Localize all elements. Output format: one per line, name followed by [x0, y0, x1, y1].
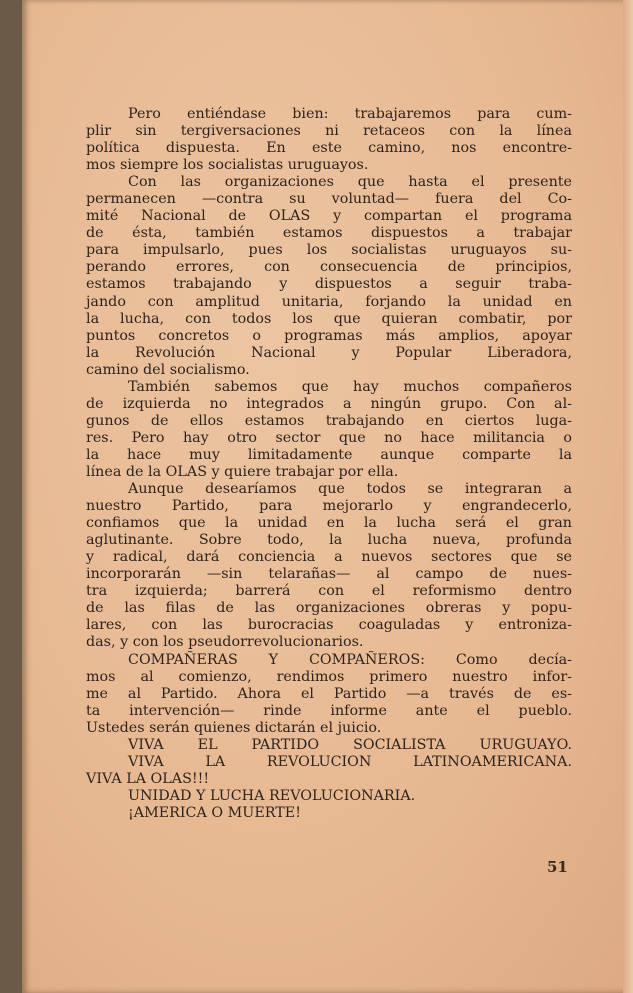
text-line: la Revolución Nacional y Popular Liberadora, [86, 344, 572, 361]
text-line: ¡AMERICA O MUERTE! [128, 804, 301, 821]
text-line: Pero entiéndase bien: trabajaremos para cum- [128, 106, 572, 122]
text-line: mos al comienzo, rendimos primero nuestro infor- [86, 668, 572, 685]
text-line: incorporarán —sin telarañas— al campo de nues- [86, 566, 572, 583]
text-line: línea de la OLAS y quiere trabajar por ella. [86, 463, 399, 480]
text-line: VIVA LA REVOLUCION LATINOAMERICANA. [128, 753, 572, 770]
text-line: aglutinante. Sobre todo, la lucha nueva, profunda [86, 532, 572, 549]
text-line: COMPAÑERAS Y COMPAÑEROS: Como decía- [128, 651, 572, 668]
text-line: de ésta, también estamos dispuestos a trabajar [86, 225, 572, 242]
text-line: la lucha, con todos los que quieran combatir, por [86, 310, 572, 327]
text-line: puntos concretos o programas más amplios, apoyar [86, 327, 572, 344]
text-line: camino del socialismo. [86, 361, 250, 378]
text-line: la hace muy limitadamente aunque comparte la [86, 446, 572, 463]
text-line: jando con amplitud unitaria, forjando la unidad en [86, 293, 572, 310]
text-line: lares, con las burocracias coaguladas y entroniza- [86, 617, 572, 634]
text-line: estamos trabajando y dispuestos a seguir traba- [86, 276, 572, 293]
text-line: mité Nacional de OLAS y compartan el programa [86, 208, 572, 225]
text-line: También sabemos que hay muchos compañeros [128, 378, 572, 395]
text-line: UNIDAD Y LUCHA REVOLUCIONARIA. [128, 787, 416, 804]
body-text [86, 106, 572, 822]
text-line: política dispuesta. En este camino, nos encontre- [86, 140, 572, 157]
book-page [22, 0, 633, 993]
text-line: nuestro Partido, para mejorarlo y engrandecerlo, [86, 498, 572, 515]
text-line: Aunque desearíamos que todos se integraran a [128, 481, 572, 498]
text-line: de izquierda no integrados a ningún grupo. Con al- [86, 395, 572, 412]
page-edge [623, 0, 633, 993]
text-line: mos siempre los socialistas uruguayos. [86, 157, 369, 174]
text-line: tra izquierda; barrerá con el reformismo dentro [86, 583, 572, 600]
text-line: VIVA LA OLAS!!! [86, 770, 210, 787]
text-line: de las filas de las organizaciones obreras y popu- [86, 600, 572, 617]
text-line: plir sin tergiversaciones ni retaceos con la línea [86, 123, 572, 140]
text-line: res. Pero hay otro sector que no hace militancia o [86, 429, 572, 446]
page-number: 51 [547, 858, 568, 876]
text-line: y radical, dará conciencia a nuevos sectores que se [86, 549, 572, 566]
text-line: permanecen —contra su voluntad— fuera del Co- [86, 191, 572, 208]
text-line: Con las organizaciones que hasta el presente [128, 174, 572, 191]
text-line: das, y con los pseudorrevolucionarios. [86, 634, 364, 651]
text-line: para impulsarlo, pues los socialistas uruguayos su- [86, 242, 572, 259]
text-line: gunos de ellos estamos trabajando en ciertos luga- [86, 412, 572, 429]
text-line: me al Partido. Ahora el Partido —a través de es- [86, 685, 572, 702]
text-line: Ustedes serán quienes dictarán el juicio. [86, 719, 382, 736]
text-line: ta intervención— rinde informe ante el pueblo. [86, 702, 572, 719]
text-line: VIVA EL PARTIDO SOCIALISTA URUGUAYO. [128, 736, 572, 753]
text-line: confiamos que la unidad en la lucha será el gran [86, 515, 572, 532]
text-line: perando errores, con consecuencia de principios, [86, 259, 572, 276]
